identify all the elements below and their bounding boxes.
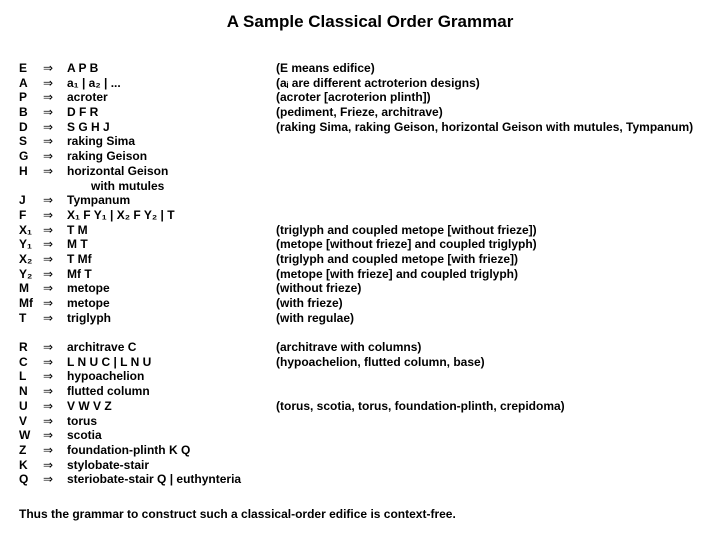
- rule-lhs: P: [19, 90, 28, 105]
- rule-lhs: E: [19, 61, 28, 75]
- grammar-rule: [19, 458, 719, 473]
- rule-comment: (triglyph and coupled metope [without frieze]): [276, 222, 537, 237]
- rule-lhs: L: [19, 369, 27, 384]
- grammar-rule: [19, 296, 719, 311]
- grammar-rule: [19, 134, 719, 149]
- rule-rhs: torus: [67, 413, 97, 428]
- rule-rhs: metope: [67, 281, 110, 296]
- grammar-rule: [19, 193, 719, 208]
- derives-arrow-icon: ⇒: [43, 207, 54, 222]
- derives-arrow-icon: ⇒: [43, 90, 54, 105]
- rule-lhs: D: [19, 119, 28, 134]
- grammar-rule: [19, 267, 719, 282]
- grammar-rule: [19, 237, 719, 252]
- grammar-rule: [19, 281, 719, 296]
- grammar-rule: [19, 223, 719, 238]
- rule-rhs: with mutules: [91, 178, 165, 193]
- rule-lhs: K: [19, 457, 28, 472]
- rule-lhs: A: [19, 75, 28, 90]
- grammar-rule: [19, 355, 719, 370]
- grammar-rule: [19, 399, 719, 414]
- derives-arrow-icon: ⇒: [43, 237, 54, 252]
- rule-lhs: Y₁: [19, 237, 32, 252]
- rule-rhs: raking Geison: [67, 149, 148, 164]
- derives-arrow-icon: ⇒: [43, 428, 54, 443]
- rule-rhs: Tympanum: [67, 193, 131, 208]
- rule-comment: [276, 414, 719, 429]
- rule-rhs: S G H J: [67, 119, 110, 134]
- derives-arrow-icon: ⇒: [43, 119, 54, 134]
- rule-rhs: flutted column: [67, 384, 150, 399]
- rule-lhs: H: [19, 163, 28, 178]
- rule-comment: [276, 384, 719, 399]
- derives-arrow-icon: ⇒: [43, 251, 54, 266]
- grammar-rule: [19, 443, 719, 458]
- rule-rhs: acroter: [67, 90, 108, 105]
- rule-comment: (metope [without frieze] and coupled triglyph): [276, 237, 537, 252]
- derives-arrow-icon: [43, 179, 67, 194]
- grammar-rules: [19, 61, 719, 487]
- rule-comment: (pediment, Frieze, architrave): [276, 105, 443, 120]
- rule-lhs: Q: [19, 472, 29, 487]
- rule-rhs: hypoachelion: [67, 369, 145, 384]
- grammar-rule: [19, 164, 719, 179]
- grammar-rule: [19, 120, 719, 135]
- rule-lhs: X₂: [19, 251, 33, 266]
- rule-lhs: R: [19, 340, 28, 355]
- derives-arrow-icon: ⇒: [43, 281, 54, 296]
- rule-comment: (without frieze): [276, 281, 362, 296]
- grammar-rule: [19, 384, 719, 399]
- grammar-rule: [19, 340, 719, 355]
- rule-comment: (acroter [acroterion plinth]): [276, 90, 431, 105]
- rule-rhs: A P B: [67, 61, 99, 75]
- derives-arrow-icon: ⇒: [43, 149, 54, 164]
- derives-arrow-icon: ⇒: [43, 296, 54, 310]
- rule-rhs: Mf T: [67, 266, 92, 281]
- rule-comment: [276, 149, 719, 164]
- rule-rhs: raking Sima: [67, 134, 136, 149]
- rule-lhs: T: [19, 310, 27, 325]
- derives-arrow-icon: ⇒: [43, 442, 54, 457]
- rule-rhs: metope: [67, 296, 110, 310]
- rule-rhs: horizontal Geison: [67, 163, 169, 178]
- derives-arrow-icon: ⇒: [43, 61, 54, 75]
- rule-comment: (raking Sima, raking Geison, horizontal Geison with mutules, Tympanum): [276, 119, 694, 134]
- derives-arrow-icon: ⇒: [43, 340, 54, 355]
- grammar-rule: [19, 105, 719, 120]
- derives-arrow-icon: ⇒: [43, 163, 54, 178]
- grammar-rule: [19, 252, 719, 267]
- rule-lhs: W: [19, 428, 31, 443]
- rule-comment: (with regulae): [276, 310, 355, 325]
- derives-arrow-icon: ⇒: [43, 384, 54, 399]
- slide-title: A Sample Classical Order Grammar: [226, 12, 514, 31]
- derives-arrow-icon: ⇒: [43, 413, 54, 428]
- rule-lhs: V: [19, 413, 28, 428]
- rule-rhs: M T: [67, 237, 88, 252]
- rule-lhs: S: [19, 134, 28, 149]
- rule-lhs: M: [19, 281, 29, 296]
- rule-rhs: D F R: [67, 105, 99, 120]
- derives-arrow-icon: ⇒: [43, 222, 54, 237]
- rule-rhs: scotia: [67, 428, 102, 443]
- derives-arrow-icon: ⇒: [43, 75, 54, 90]
- rule-rhs: steriobate-stair Q | euthynteria: [67, 472, 242, 487]
- derives-arrow-icon: ⇒: [43, 354, 54, 369]
- rule-lhs: [19, 179, 43, 194]
- rule-comment: [276, 193, 719, 208]
- rule-lhs: C: [19, 354, 28, 369]
- grammar-rule: [19, 149, 719, 164]
- rule-comment: [276, 208, 719, 223]
- derives-arrow-icon: ⇒: [43, 193, 54, 208]
- derives-arrow-icon: ⇒: [43, 457, 54, 472]
- derives-arrow-icon: ⇒: [43, 134, 54, 149]
- rule-comment: [276, 443, 719, 458]
- grammar-rule: [19, 414, 719, 429]
- rule-comment: [276, 472, 719, 487]
- grammar-rule: [19, 369, 719, 384]
- rule-rhs: X₁ F Y₁ | X₂ F Y₂ | T: [67, 207, 175, 222]
- rule-lhs: F: [19, 207, 27, 222]
- grammar-rule: [19, 90, 719, 105]
- rule-lhs: N: [19, 384, 28, 399]
- rule-comment: (architrave with columns): [276, 340, 422, 355]
- rule-rhs: V W V Z: [67, 398, 112, 413]
- rule-rhs: architrave C: [67, 340, 137, 355]
- rule-comment: (with frieze): [276, 296, 343, 310]
- derives-arrow-icon: ⇒: [43, 369, 54, 384]
- grammar-rule: [19, 472, 719, 487]
- rule-lhs: Z: [19, 442, 27, 457]
- footer-note: Thus the grammar to construct such a classical-order edifice is context-free.: [19, 507, 456, 521]
- rule-comment: (aᵢ are different actroterion designs): [276, 75, 480, 90]
- rule-comment: [276, 164, 719, 179]
- rule-rhs: triglyph: [67, 310, 111, 325]
- rule-comment: (metope [with frieze] and coupled triglyph): [276, 266, 519, 281]
- derives-arrow-icon: ⇒: [43, 472, 54, 487]
- grammar-rule: [19, 311, 719, 326]
- rule-comment: (hypoachelion, flutted column, base): [276, 354, 485, 369]
- rule-group-spacer: [19, 325, 719, 340]
- rule-lhs: Mf: [19, 296, 33, 310]
- rule-comment: [276, 428, 719, 443]
- rule-rhs: stylobate-stair: [67, 457, 150, 472]
- rule-comment: (torus, scotia, torus, foundation-plinth, crepidoma): [276, 398, 565, 413]
- rule-rhs: foundation-plinth K Q: [67, 442, 191, 457]
- rule-lhs: B: [19, 105, 28, 120]
- rule-comment: [276, 458, 719, 473]
- rule-lhs: G: [19, 149, 29, 164]
- grammar-rule: [19, 179, 719, 194]
- rule-comment: (E means edifice): [276, 61, 375, 75]
- rule-lhs: Y₂: [19, 266, 33, 281]
- rule-lhs: U: [19, 398, 28, 413]
- grammar-rule: [19, 61, 719, 76]
- rule-comment: [276, 179, 719, 194]
- rule-comment: [276, 134, 719, 149]
- rule-rhs: T Mf: [67, 251, 92, 266]
- derives-arrow-icon: ⇒: [43, 266, 54, 281]
- rule-rhs: L N U C | L N U: [67, 354, 152, 369]
- rule-comment: [276, 369, 719, 384]
- grammar-rule: [19, 428, 719, 443]
- derives-arrow-icon: ⇒: [43, 105, 54, 120]
- grammar-rule: [19, 76, 719, 91]
- rule-rhs: T M: [67, 222, 88, 237]
- grammar-rule: [19, 208, 719, 223]
- rule-rhs: a₁ | a₂ | ...: [67, 75, 121, 90]
- rule-lhs: J: [19, 193, 26, 208]
- rule-lhs: X₁: [19, 222, 32, 237]
- derives-arrow-icon: ⇒: [43, 398, 54, 413]
- derives-arrow-icon: ⇒: [43, 310, 54, 325]
- rule-comment: (triglyph and coupled metope [with frieze]): [276, 251, 519, 266]
